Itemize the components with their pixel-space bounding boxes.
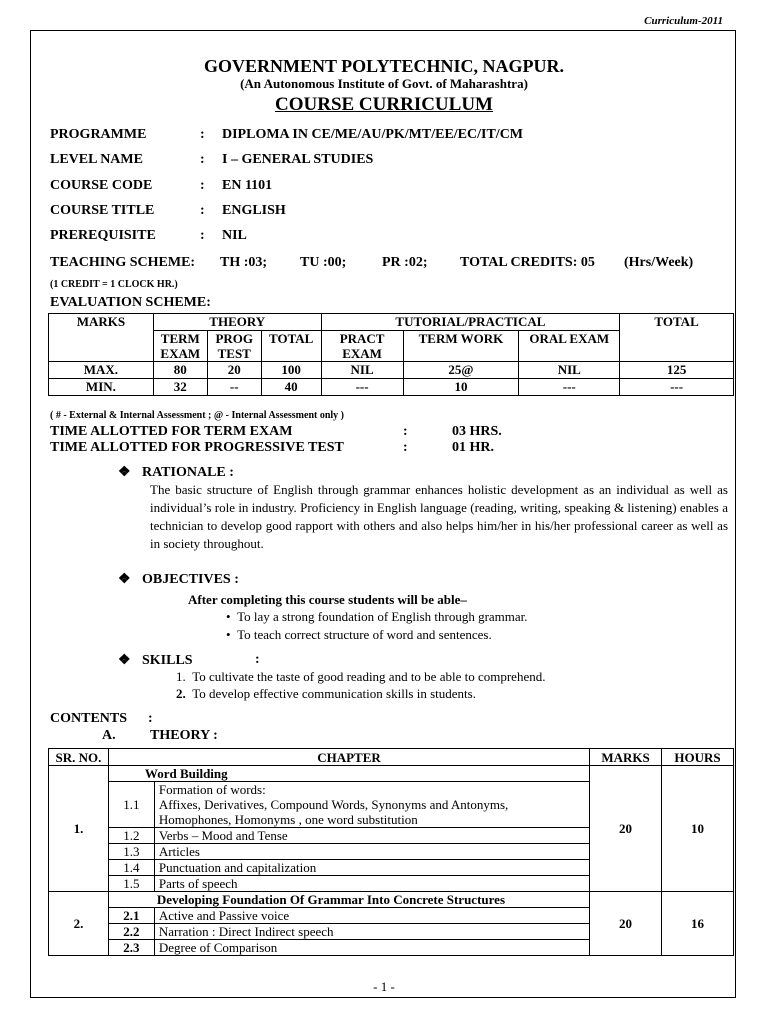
info-label: COURSE TITLE [50,203,155,218]
eval-cell: 80 [153,362,207,379]
contents-label: CONTENTS [50,711,128,726]
page-number: - 1 - [373,979,395,994]
bullet-icon: • [226,627,231,642]
eval-cell: NIL [321,362,403,379]
header-chapter: CHAPTER [108,749,589,766]
topic-text [154,782,589,828]
skill-number: 1. [176,669,186,684]
objective-item [226,609,528,625]
topic-line: Affixes, Derivatives, Compound Words, Synonyms and Antonyms, [158,797,509,812]
eval-subheader: TERM WORK [403,331,519,362]
eval-header-theory: THEORY [153,314,321,331]
skills-title: SKILLS [142,653,193,668]
time-label: TIME ALLOTTED FOR PROGRESSIVE TEST [50,440,344,455]
teaching-unit: (Hrs/Week) [624,255,694,270]
eval-cell: 32 [153,379,207,396]
evaluation-table [48,313,734,396]
skill-number: 2. [176,686,186,701]
time-colon: : [403,440,408,455]
time-value: 03 HRS. [452,424,502,439]
topic-text: Active and Passive voice [154,908,589,924]
topic-number: 1.2 [108,828,154,844]
teaching-credits: TOTAL CREDITS: 05 [460,255,595,270]
topic-number: 1.5 [108,876,154,892]
time-value: 01 HR. [452,440,494,455]
eval-subheader: TERM EXAM [153,331,207,362]
eval-cell: 10 [403,379,519,396]
skills-colon: : [255,652,260,667]
rationale-text: The basic structure of English through grammar enhances holistic development as an individual as well as individual’s role in industry. Proficiency in English language (reading, writing, speaking & listening) enables a technician to develop good rapport with others and also helps him/her in his/her professional career as well as in society throughout. [150,482,728,551]
eval-cell: 100 [261,362,321,379]
eval-subheader: PROG TEST [207,331,261,362]
eval-cell: NIL [519,362,620,379]
eval-subheader: PRACT EXAM [321,331,403,362]
eval-row-max [49,362,734,379]
info-label: PREREQUISITE [50,228,156,243]
teaching-label: TEACHING SCHEME: [50,255,196,270]
info-label: PROGRAMME [50,127,147,142]
teaching-th: TH :03; [220,255,268,270]
chapter-row [49,892,734,908]
chapter-marks: 20 [590,766,662,892]
rationale-title: RATIONALE : [142,465,234,480]
eval-cell: MIN. [49,379,154,396]
eval-cell: 25@ [403,362,519,379]
topic-number: 2.3 [108,940,154,956]
skill-item [176,669,545,685]
header-marks: MARKS [590,749,662,766]
objective-text: To lay a strong foundation of English through grammar. [237,609,528,624]
chapter-sr-no: 1. [49,766,109,892]
info-label: COURSE CODE [50,178,153,193]
chapter-hours: 10 [662,766,734,892]
info-value: NIL [222,228,247,243]
eval-cell: --- [519,379,620,396]
objective-text: To teach correct structure of word and sentences. [237,627,492,642]
topic-line: Homophones, Homonyms , one word substitution [158,812,418,827]
eval-cell: 20 [207,362,261,379]
info-colon: : [200,127,205,142]
topic-number: 1.4 [108,860,154,876]
topic-number: 1.3 [108,844,154,860]
topic-text: Degree of Comparison [154,940,589,956]
eval-header-total: TOTAL [620,314,734,362]
eval-subheader: TOTAL [261,331,321,362]
theory-letter: A. [102,728,116,743]
contents-heading [50,711,153,727]
eval-cell: --- [321,379,403,396]
eval-cell: 40 [261,379,321,396]
rationale-heading [118,464,234,481]
objective-item [226,627,492,643]
credit-note: (1 CREDIT = 1 CLOCK HR.) [50,279,178,290]
topic-line: Formation of words: [158,782,266,797]
contents-header-row [49,749,734,766]
info-value: ENGLISH [222,203,286,218]
header-hours: HOURS [662,749,734,766]
skill-item [176,686,476,702]
topic-text: Narration : Direct Indirect speech [154,924,589,940]
objectives-heading [118,571,239,588]
teaching-tu: TU :00; [300,255,347,270]
topic-text: Punctuation and capitalization [154,860,589,876]
info-value: DIPLOMA IN CE/ME/AU/PK/MT/EE/EC/IT/CM [222,127,524,142]
eval-header-marks: MARKS [49,314,154,362]
eval-subheader: ORAL EXAM [519,331,620,362]
eval-header-tutorial-practical: TUTORIAL/PRACTICAL [321,314,620,331]
contents-table [48,748,734,956]
evaluation-title: EVALUATION SCHEME: [50,295,211,310]
objectives-intro: After completing this course students will be able– [188,592,467,607]
header-sr-no: SR. NO. [49,749,109,766]
info-label: LEVEL NAME [50,152,143,167]
teaching-pr: PR :02; [382,255,428,270]
topic-text: Parts of speech [154,876,589,892]
topic-number: 2.2 [108,924,154,940]
info-colon: : [200,203,205,218]
eval-row-min [49,379,734,396]
chapter-row [49,766,734,782]
chapter-title: Word Building [108,766,589,782]
diamond-bullet-icon: ❖ [118,465,131,480]
topic-number: 1.1 [108,782,154,828]
eval-cell: -- [207,379,261,396]
info-colon: : [200,228,205,243]
objectives-title: OBJECTIVES : [142,572,239,587]
institute-subtitle: (An Autonomous Institute of Govt. of Maharashtra) [240,76,528,91]
chapter-marks: 20 [590,892,662,956]
chapter-sr-no: 2. [49,892,109,956]
chapter-title: Developing Foundation Of Grammar Into Concrete Structures [108,892,589,908]
document-title: COURSE CURRICULUM [275,94,493,115]
topic-text: Articles [154,844,589,860]
skill-text: To develop effective communication skills in students. [192,686,476,701]
theory-label: THEORY : [150,728,218,743]
diamond-bullet-icon: ❖ [118,653,131,668]
chapter-hours: 16 [662,892,734,956]
header-tag: Curriculum-2011 [644,15,723,27]
eval-cell: --- [620,379,734,396]
topic-number: 2.1 [108,908,154,924]
contents-colon: : [148,711,153,726]
time-label: TIME ALLOTTED FOR TERM EXAM [50,424,293,439]
eval-cell: 125 [620,362,734,379]
info-colon: : [200,178,205,193]
diamond-bullet-icon: ❖ [118,572,131,587]
topic-text: Verbs – Mood and Tense [154,828,589,844]
info-value: EN 1101 [222,178,273,193]
assessment-note: ( # - External & Internal Assessment ; @ - Internal Assessment only ) [50,410,345,421]
eval-cell: MAX. [49,362,154,379]
institute-name: GOVERNMENT POLYTECHNIC, NAGPUR. [203,56,565,76]
info-value: I – GENERAL STUDIES [222,152,374,167]
theory-heading [102,728,218,744]
skills-heading [118,652,260,669]
skill-text: To cultivate the taste of good reading and to be able to comprehend. [192,669,546,684]
bullet-icon: • [226,609,231,624]
info-colon: : [200,152,205,167]
time-colon: : [403,424,408,439]
